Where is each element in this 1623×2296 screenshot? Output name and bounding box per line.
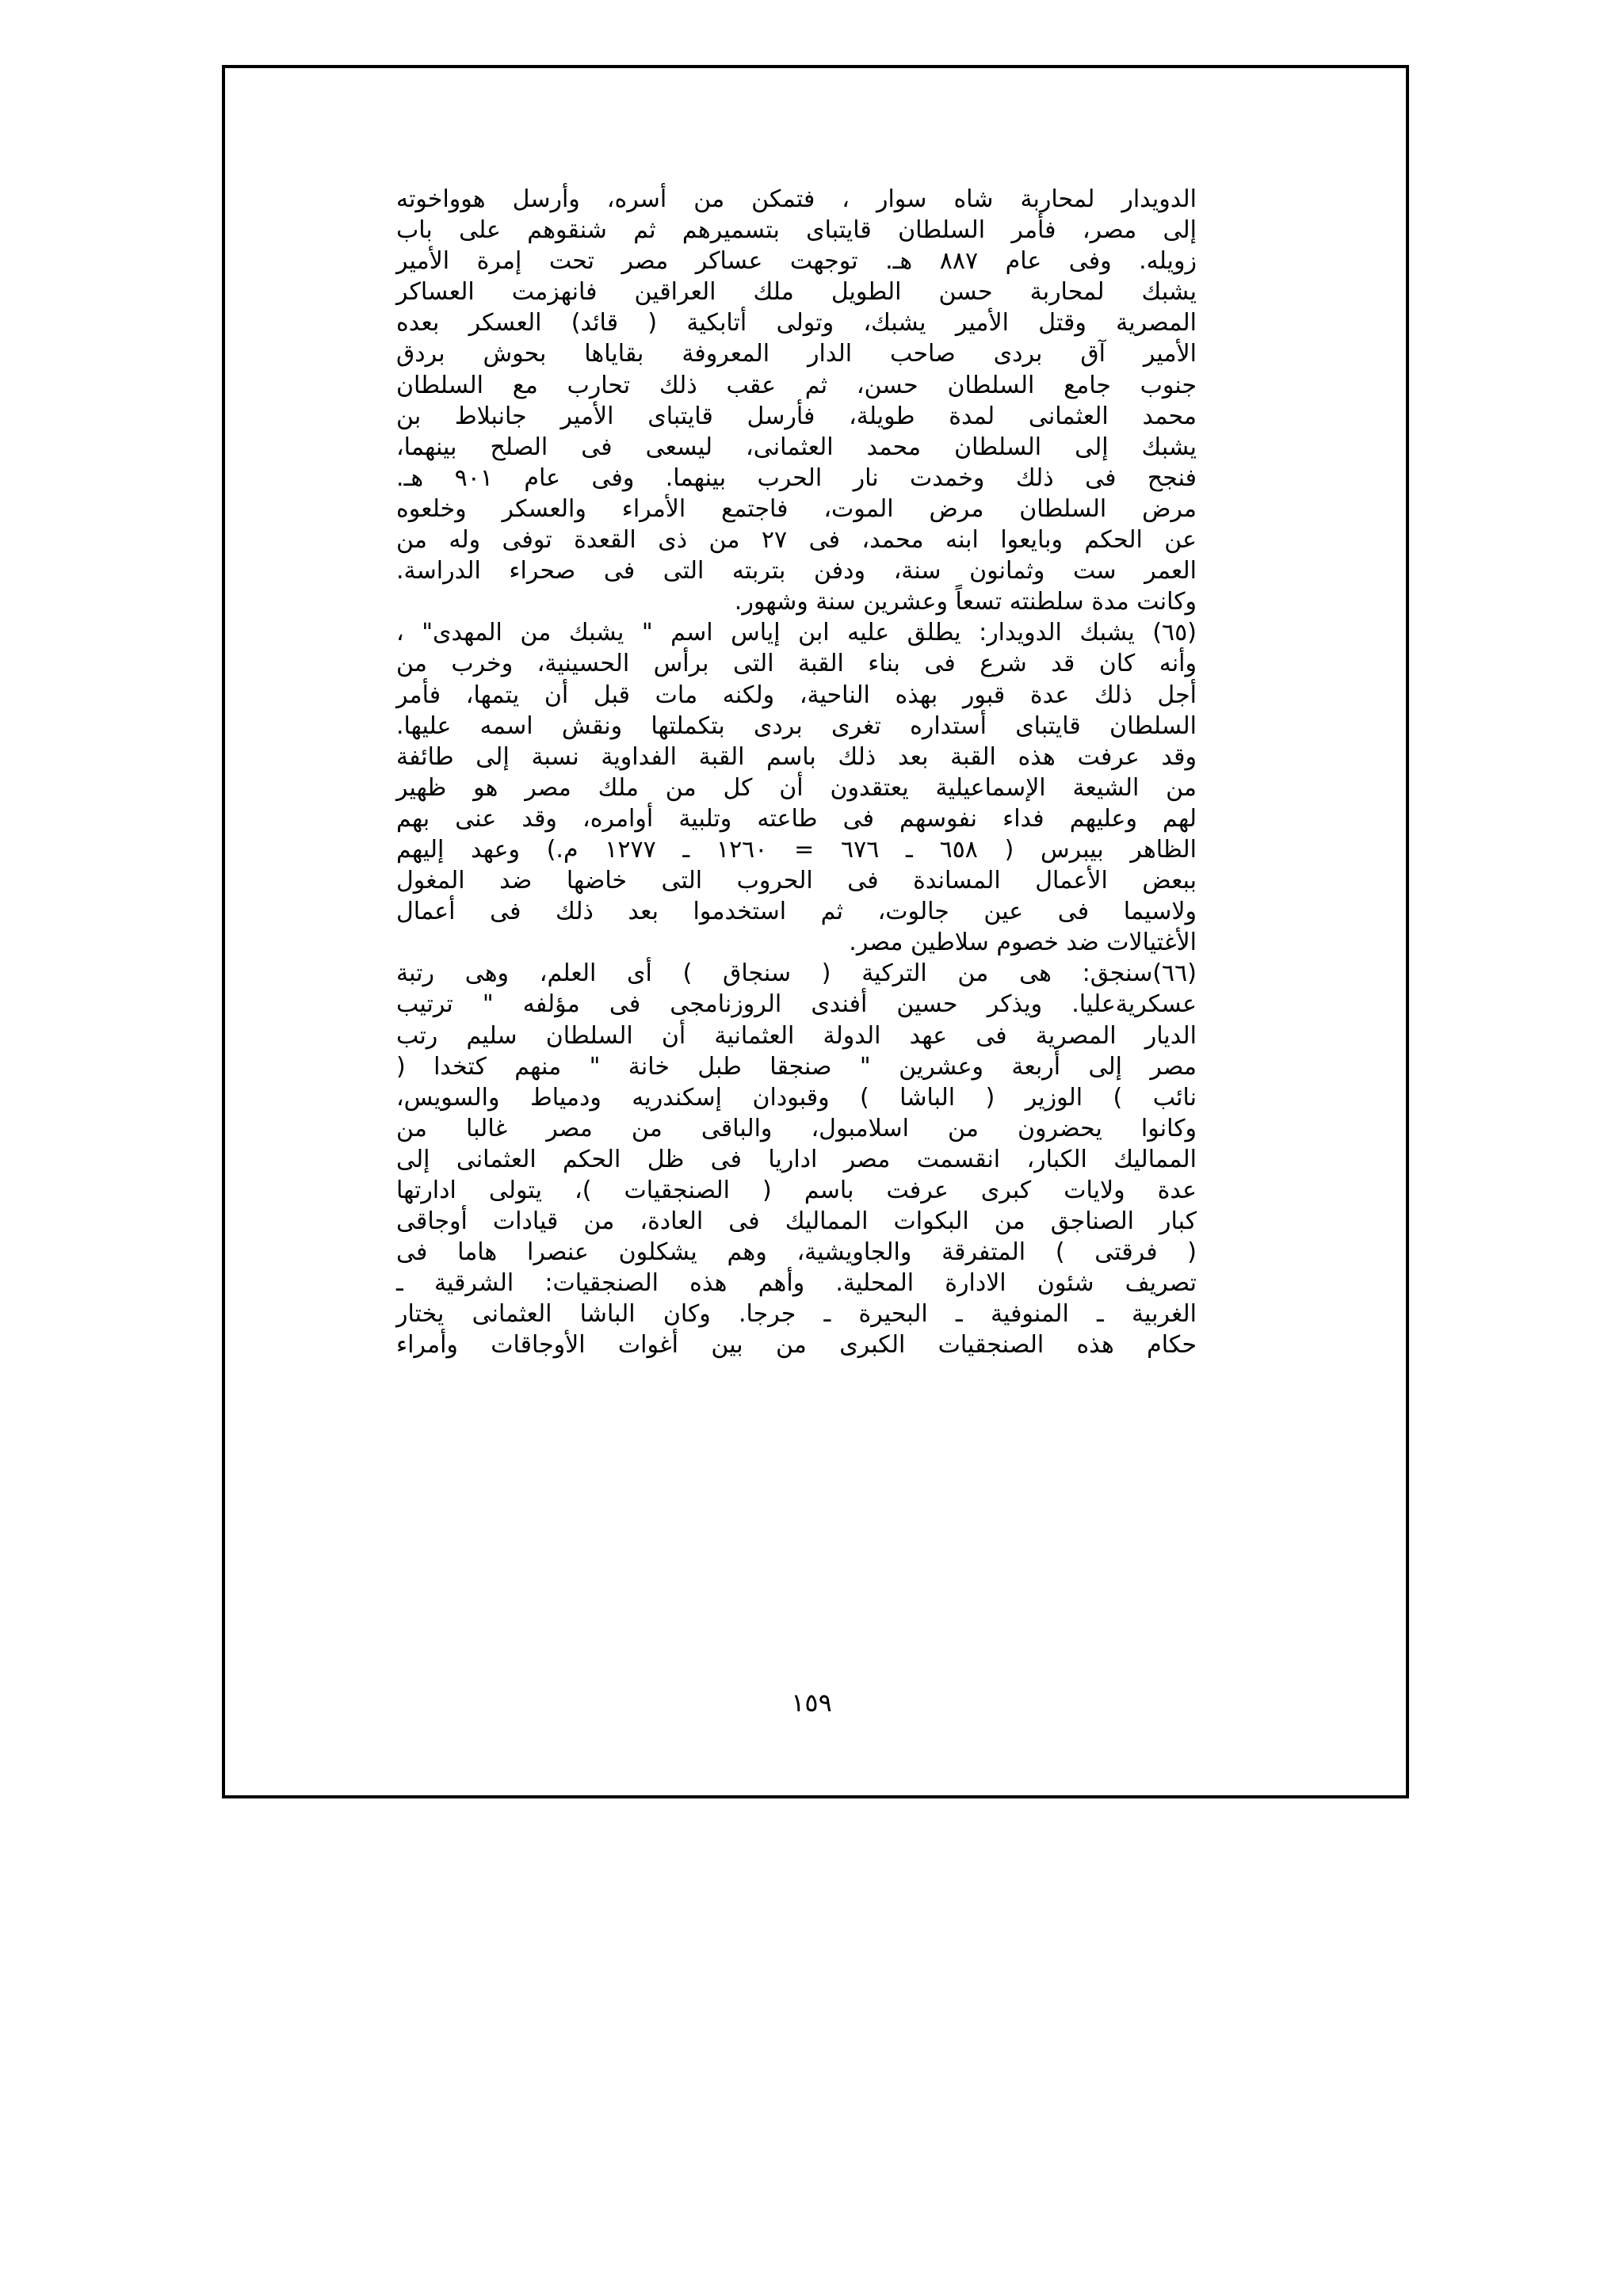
text-line: أجل ذلك عدة قبور بهذه الناحية، ولكنه مات قبل أن يتمها، فأمر bbox=[396, 681, 1197, 709]
text-line: محمد العثمانى لمدة طويلة، فأرسل قايتباى الأمير جانبلاط بن bbox=[396, 402, 1197, 430]
text-line: لهم وعليهم فداء نفوسهم فى طاعته وتلبية أوامره، وقد عنى بهم bbox=[396, 804, 1197, 833]
text-line: (٦٦)سنجق: هى من التركية ( سنجاق ) أى العلم، وهى رتبة bbox=[396, 959, 1197, 988]
text-line: وأنه كان قد شرع فى بناء القبة التى برأس الحسينية، وخرب من bbox=[396, 650, 1197, 678]
text-line: إلى مصر، فأمر السلطان قايتباى بتسميرهم ثم شنقوهم على باب bbox=[396, 216, 1197, 245]
text-line: الظاهر بيبرس ( ٦٥٨ ـ ٦٧٦ = ١٢٦٠ ـ ١٢٧٧ م.) وعهد إليهم bbox=[396, 835, 1197, 864]
text-line: وكانت مدة سلطنته تسعاً وعشرين سنة وشهور. bbox=[734, 588, 1197, 616]
text-line: ولاسيما فى عين جالوت، ثم استخدموا بعد ذلك فى أعمال bbox=[396, 898, 1197, 926]
text-line: زويله. وفى عام ٨٨٧ هـ. توجهت عساكر مصر تحت إمرة الأمير bbox=[396, 247, 1197, 276]
text-line: يشبك إلى السلطان محمد العثمانى، ليسعى فى الصلح بينهما، bbox=[396, 433, 1197, 461]
text-line: (٦٥) يشبك الدويدار: يطلق عليه ابن إياس اسم " يشبك من المهدى" ، bbox=[396, 619, 1197, 647]
text-line: فنجح فى ذلك وخمدت نار الحرب بينهما. وفى عام ٩٠١ هـ. bbox=[396, 463, 1197, 492]
text-line: يشبك لمحاربة حسن الطويل ملك العراقين فانهزمت العساكر bbox=[396, 278, 1197, 307]
text-line: من الشيعة الإسماعيلية يعتقدون أن كل من ملك مصر هو ظهير bbox=[396, 773, 1197, 802]
text-line: عدة ولايات كبرى عرفت باسم ( الصنجقيات )، يتولى ادارتها bbox=[396, 1177, 1197, 1204]
text-line: المصرية وقتل الأمير يشبك، وتولى أتابكية ( قائد) العسكر بعده bbox=[396, 309, 1197, 338]
body-text bbox=[396, 184, 1197, 1361]
text-line: السلطان قايتباى أستداره تغرى بردى بتكملتها ونقش اسمه عليها. bbox=[396, 711, 1197, 740]
text-line: الدويدار لمحاربة شاه سوار ، فتمكن من أسره، وأرسل هوواخوته bbox=[396, 185, 1197, 213]
text-line: مرض السلطان مرض الموت، فاجتمع الأمراء والعسكر وخلعوه bbox=[396, 494, 1197, 523]
text-line: عن الحكم وبايعوا ابنه محمد، فى ٢٧ من ذى القعدة توفى وله من bbox=[396, 526, 1197, 555]
text-line: المماليك الكبار، انقسمت مصر اداريا فى ظل الحكم العثمانى إلى bbox=[396, 1145, 1197, 1173]
text-line: الأمير آق بردى صاحب الدار المعروفة بقاياها بحوش بردق bbox=[396, 340, 1197, 368]
footnote-66 bbox=[396, 958, 1197, 1360]
text-line: نائب ) الوزير ( الباشا ) وقبودان إسكندريه ودمياط والسويس، bbox=[396, 1083, 1197, 1112]
text-line: تصريف شئون الادارة المحلية. وأهم هذه الصنجقيات: الشرقية ـ bbox=[396, 1269, 1197, 1298]
text-line: وقد عرفت هذه القبة بعد ذلك باسم القبة الفداوية نسبة إلى طائفة bbox=[396, 742, 1197, 771]
text-line: الأغتيالات ضد خصوم سلاطين مصر. bbox=[849, 929, 1197, 957]
text-line: عسكريةعليا. ويذكر حسين أفندى الروزنامجى فى مؤلفه " ترتيب bbox=[396, 990, 1197, 1019]
footnote-65 bbox=[396, 617, 1197, 958]
text-line: جنوب جامع السلطان حسن، ثم عقب ذلك تحارب مع السلطان bbox=[396, 371, 1197, 399]
text-line: ( فرقتى ) المتفرقة والجاويشية، وهم يشكلون عنصرا هاما فى bbox=[396, 1238, 1197, 1267]
paragraph-1 bbox=[396, 184, 1197, 617]
text-line: الغربية ـ المنوفية ـ البحيرة ـ جرجا. وكان الباشا العثمانى يختار bbox=[396, 1300, 1197, 1329]
page-number: ١٥٩ bbox=[791, 1688, 832, 1718]
text-line: ببعض الأعمال المساندة فى الحروب التى خاضها ضد المغول bbox=[396, 867, 1197, 895]
text-line: حكام هذه الصنجقيات الكبرى من بين أغوات الأوجاقات وأمراء bbox=[396, 1331, 1197, 1360]
text-line: وكانوا يحضرون من اسلامبول، والباقى من مصر غالبا من bbox=[396, 1114, 1197, 1142]
text-line: كبار الصناجق من البكوات المماليك فى العادة، من قيادات أوجاقى bbox=[396, 1207, 1197, 1236]
text-line: الديار المصرية فى عهد الدولة العثمانية أن السلطان سليم رتب bbox=[396, 1021, 1197, 1050]
text-line: العمر ست وثمانون سنة، ودفن بتربته التى فى صحراء الدراسة. bbox=[396, 557, 1197, 585]
text-line: مصر إلى أربعة وعشرين " صنجقا طبل خانة " منهم كتخدا ( bbox=[396, 1052, 1197, 1081]
